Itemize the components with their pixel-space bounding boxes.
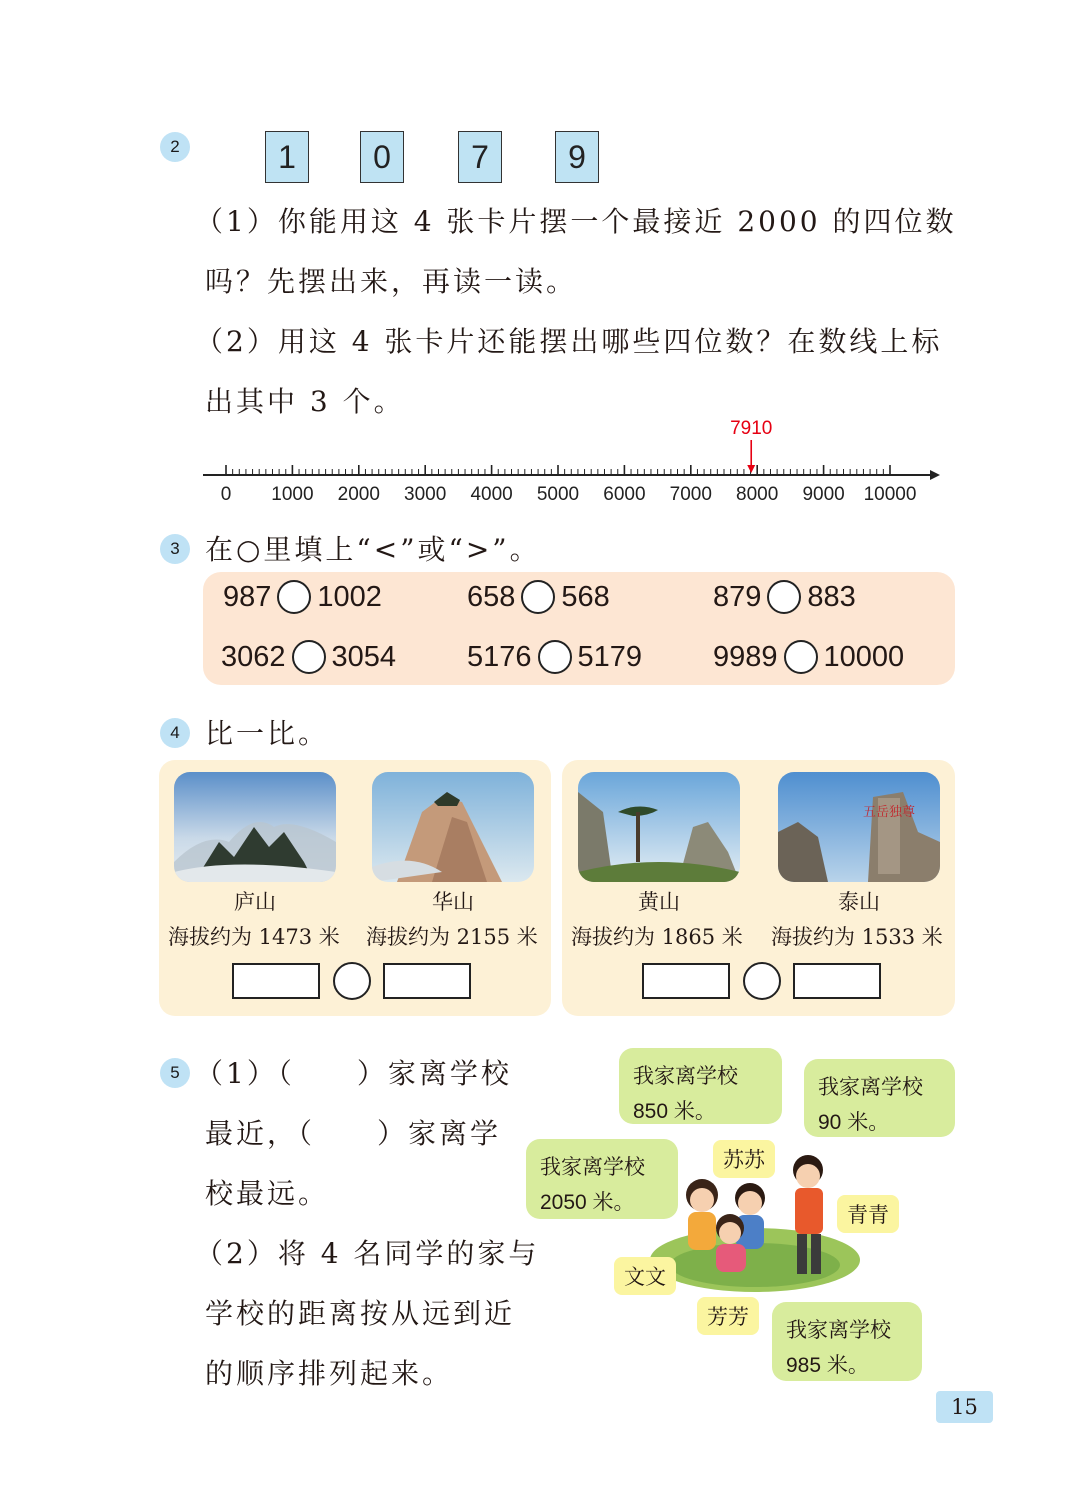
mountain-name-lushan: 庐山 xyxy=(234,890,276,914)
compare-item xyxy=(713,640,904,674)
compare-item xyxy=(223,580,382,614)
compare-circle[interactable] xyxy=(784,640,818,674)
digit-card-7: 7 xyxy=(458,131,502,183)
bubble-line2: 90 米。 xyxy=(818,1111,890,1134)
compare-item xyxy=(221,640,396,674)
answer-box-left-2[interactable] xyxy=(383,963,471,999)
bubble-line2: 850 米。 xyxy=(633,1100,716,1123)
question-5-badge: 5 xyxy=(160,1058,190,1088)
mountain-height-taishan: 海拔约为 1533 米 xyxy=(771,925,943,949)
q2-part2-line2: 出其中 3 个。 xyxy=(205,385,405,418)
compare-left: 879 xyxy=(713,580,762,613)
tick-label: 4000 xyxy=(470,484,513,505)
speech-bubble-2050 xyxy=(526,1139,678,1219)
digit-card-0: 0 xyxy=(360,131,404,183)
bubble-line1: 我家离学校 xyxy=(633,1064,738,1088)
mountain-height-lushan: 海拔约为 1473 米 xyxy=(168,925,340,949)
marker-label: 7910 xyxy=(730,418,773,439)
digit-card-9: 9 xyxy=(555,131,599,183)
tick-label: 6000 xyxy=(603,484,646,505)
tick-label: 7000 xyxy=(669,484,712,505)
name-label-wenwen: 文文 xyxy=(614,1257,676,1295)
speech-bubble-985 xyxy=(772,1302,922,1381)
mountain-name-huashan: 华山 xyxy=(432,890,474,914)
bubble-line1: 我家离学校 xyxy=(540,1155,645,1179)
number-line xyxy=(195,410,955,510)
compare-right: 3054 xyxy=(331,640,397,673)
huangshan-photo xyxy=(578,772,740,882)
q5-line: 的顺序排列起来。 xyxy=(205,1357,454,1390)
question-3-badge: 3 xyxy=(160,534,190,564)
speech-bubble-90 xyxy=(804,1059,955,1137)
compare-circle[interactable] xyxy=(292,640,326,674)
bubble-line2: 2050 米。 xyxy=(540,1191,635,1214)
q2-part2-line1: （2）用这 4 张卡片还能摆出哪些四位数？在数线上标 xyxy=(195,325,943,358)
mountain-name-huangshan: 黄山 xyxy=(638,890,680,914)
q4-instruction: 比一比。 xyxy=(205,717,330,750)
page-number: 15 xyxy=(936,1391,993,1423)
tick-label: 2000 xyxy=(337,484,380,505)
compare-right: 883 xyxy=(807,580,856,613)
q5-line: （1）（ ）家离学校 xyxy=(195,1057,512,1090)
tick-label: 1000 xyxy=(271,484,314,505)
compare-circle[interactable] xyxy=(277,580,311,614)
q2-part1-line1: （1）你能用这 4 张卡片摆一个最接近 2000 的四位数 xyxy=(195,205,957,238)
taishan-photo xyxy=(778,772,940,882)
answer-circle-right[interactable] xyxy=(743,962,781,1000)
answer-box-left-1[interactable] xyxy=(232,963,320,999)
bubble-line1: 我家离学校 xyxy=(786,1318,891,1342)
bubble-line2: 985 米。 xyxy=(786,1354,869,1377)
tick-label: 3000 xyxy=(404,484,447,505)
q5-line: 最近，（ ）家离学 xyxy=(205,1117,502,1150)
huashan-photo xyxy=(372,772,534,882)
tick-label: 10000 xyxy=(863,484,917,505)
compare-left: 3062 xyxy=(221,640,286,673)
question-2-badge: 2 xyxy=(160,132,190,162)
compare-left: 987 xyxy=(223,580,272,613)
speech-bubble-850 xyxy=(619,1048,782,1124)
compare-right: 1002 xyxy=(317,580,382,613)
name-label-fangfang: 芳芳 xyxy=(697,1297,759,1335)
mountain-height-huangshan: 海拔约为 1865 米 xyxy=(571,925,743,949)
digit-card-1: 1 xyxy=(265,131,309,183)
tick-label: 0 xyxy=(220,484,232,505)
q2-part1-line2: 吗？先摆出来，再读一读。 xyxy=(205,265,578,298)
compare-left: 9989 xyxy=(713,640,778,673)
lushan-photo xyxy=(174,772,336,882)
mountain-height-huashan: 海拔约为 2155 米 xyxy=(366,925,538,949)
q5-line: 校最远。 xyxy=(205,1177,330,1210)
compare-item xyxy=(467,640,642,674)
compare-circle[interactable] xyxy=(538,640,572,674)
compare-circle[interactable] xyxy=(767,580,801,614)
q3-instruction: 在○里填上“<”或“>”。 xyxy=(205,533,541,566)
q5-line: （2）将 4 名同学的家与 xyxy=(195,1237,540,1270)
tick-label: 9000 xyxy=(802,484,845,505)
tick-label: 8000 xyxy=(736,484,779,505)
compare-left: 658 xyxy=(467,580,516,613)
q5-line: 学校的距离按从远到近 xyxy=(205,1297,516,1330)
compare-item xyxy=(467,580,610,614)
answer-box-right-2[interactable] xyxy=(793,963,881,999)
compare-circle[interactable] xyxy=(521,580,555,614)
compare-left: 5176 xyxy=(467,640,532,673)
bubble-line1: 我家离学校 xyxy=(818,1075,923,1099)
number-line-arrow xyxy=(930,470,940,480)
answer-circle-left[interactable] xyxy=(333,962,371,1000)
marker-arrow-head xyxy=(747,465,755,473)
compare-right: 10000 xyxy=(823,640,905,673)
question-4-badge: 4 xyxy=(160,718,190,748)
mountain-name-taishan: 泰山 xyxy=(838,890,880,914)
compare-item xyxy=(713,580,856,614)
taishan-stone-char: 五岳独尊 xyxy=(862,805,916,820)
name-label-susu: 苏苏 xyxy=(713,1140,775,1178)
answer-box-right-1[interactable] xyxy=(642,963,730,999)
compare-right: 5179 xyxy=(577,640,643,673)
compare-right: 568 xyxy=(561,580,610,613)
name-label-qingqing: 青青 xyxy=(837,1195,899,1233)
tick-label: 5000 xyxy=(536,484,580,505)
